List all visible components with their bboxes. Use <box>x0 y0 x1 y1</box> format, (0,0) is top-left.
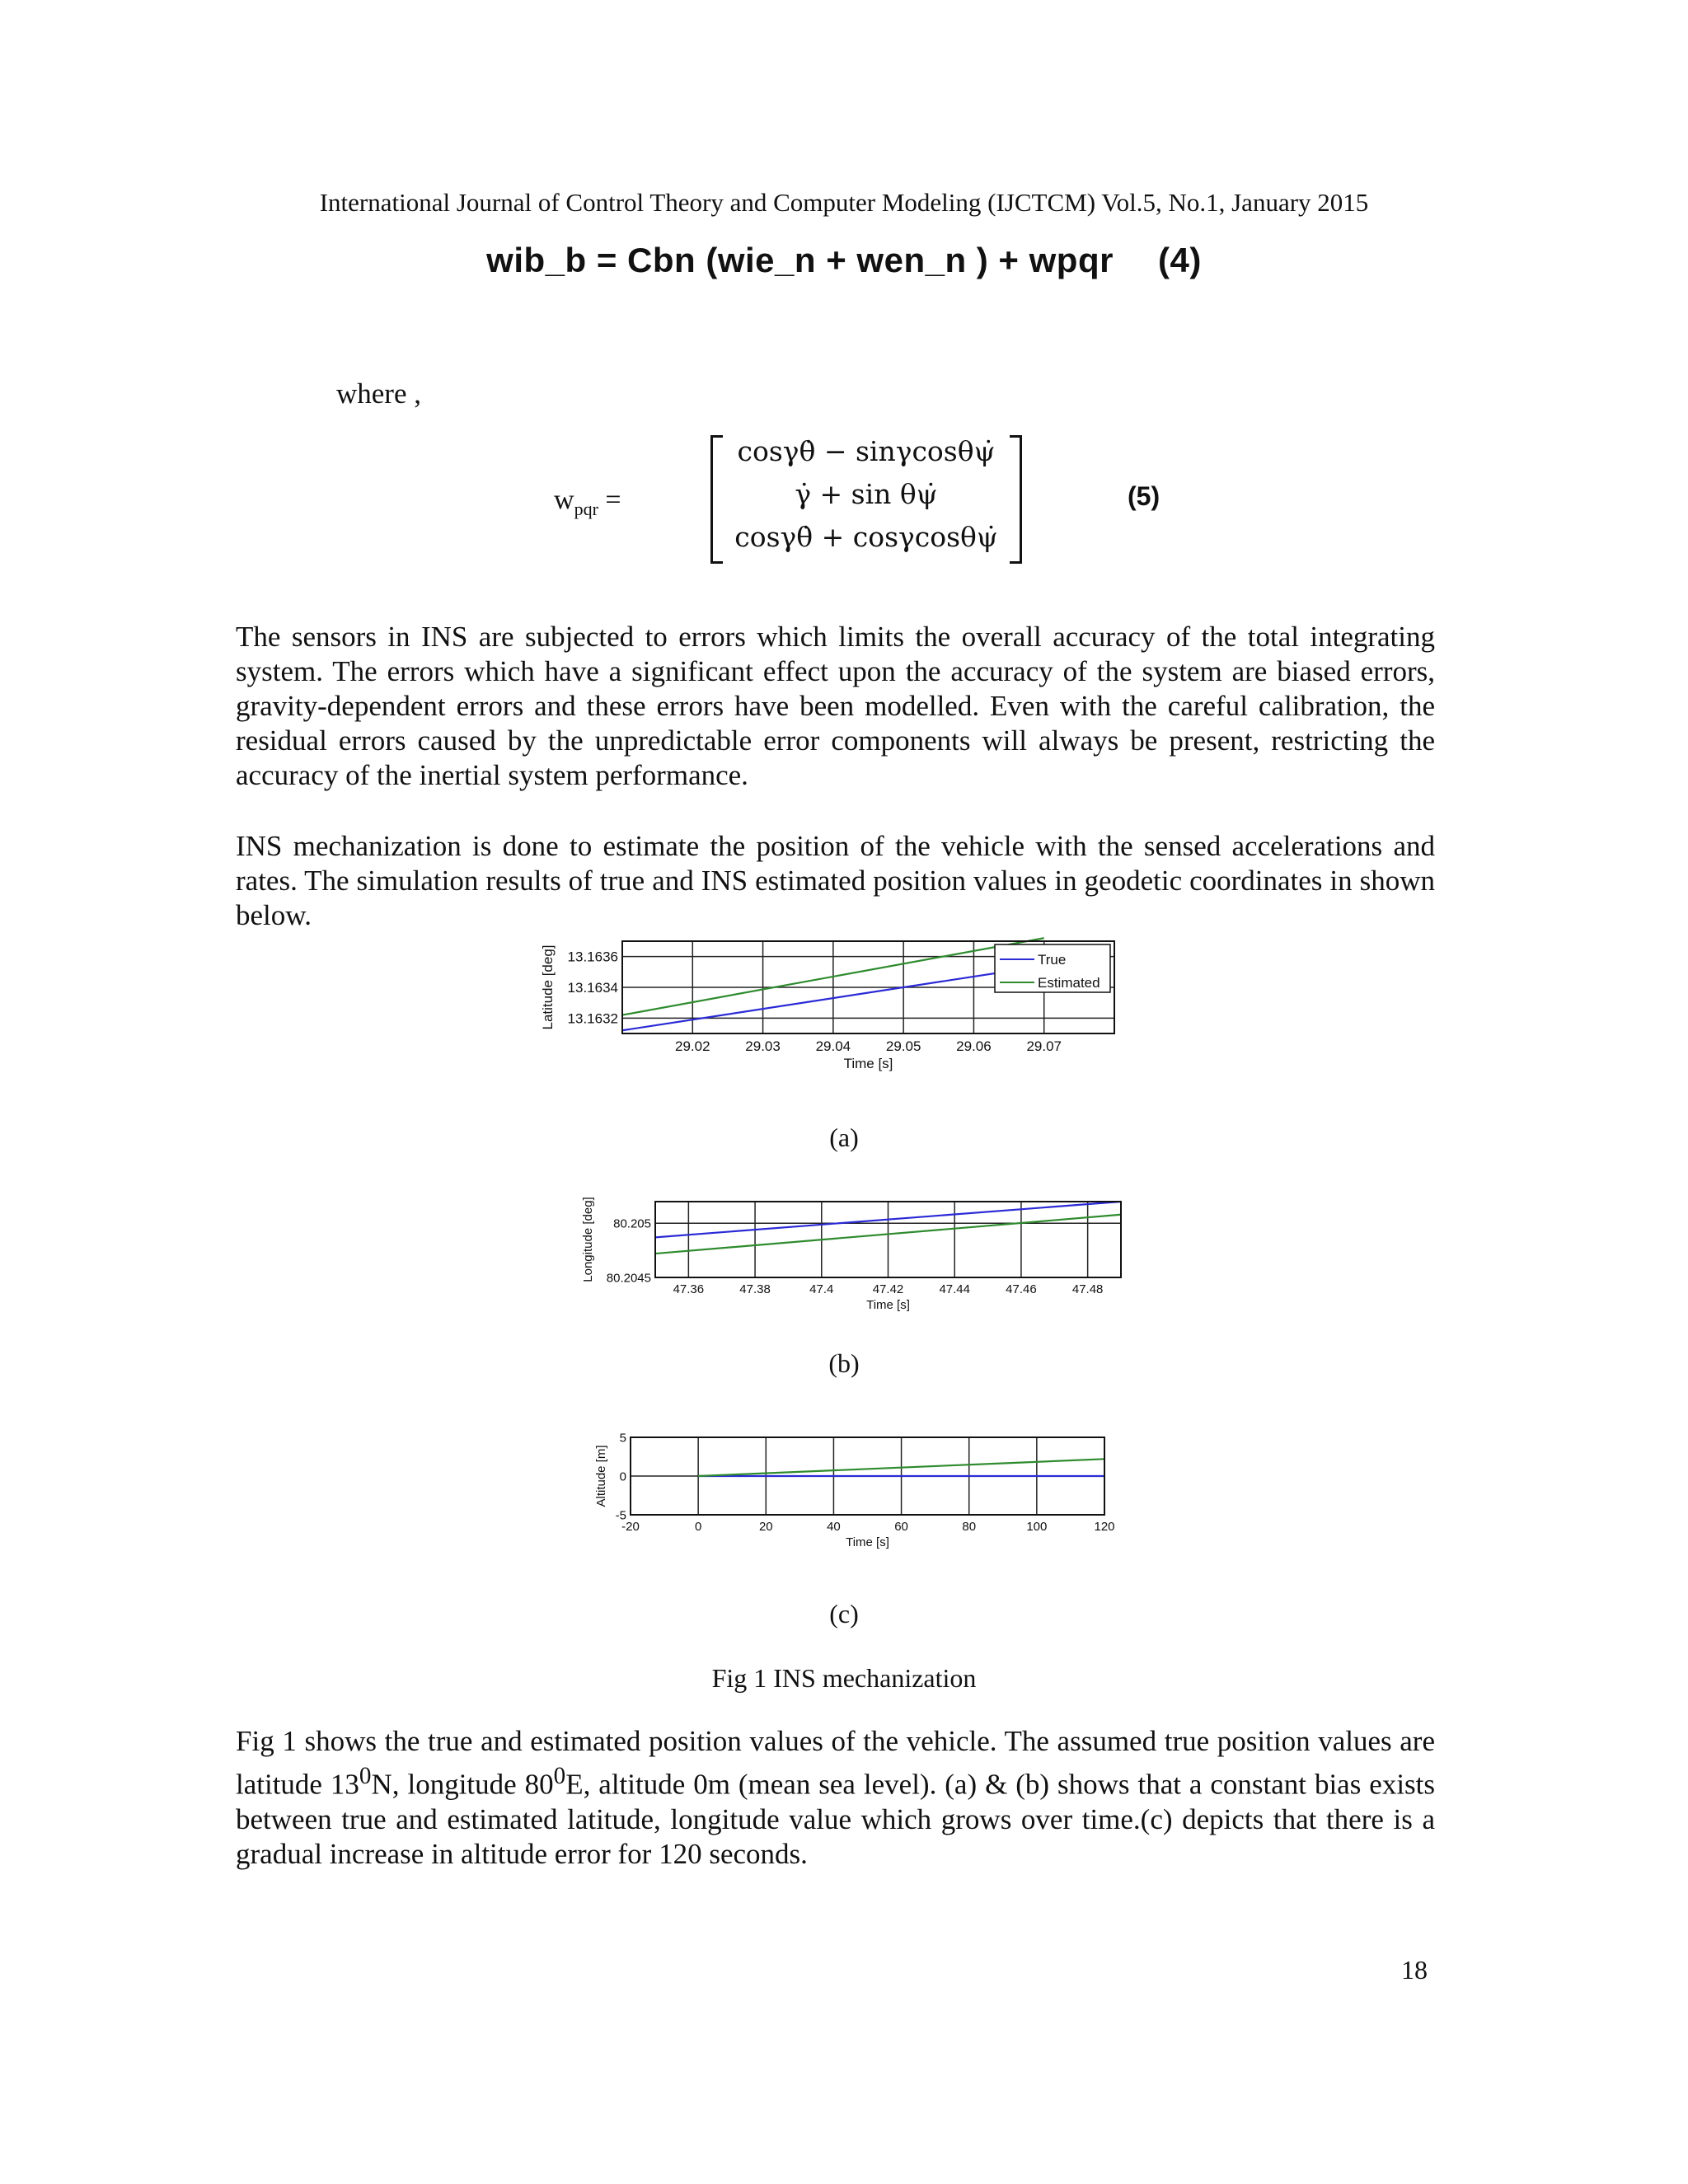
x-tick-label: 29.02 <box>675 1038 710 1054</box>
matrix-right-bracket <box>1010 435 1022 564</box>
paragraph-sensor-errors-text: The sensors in INS are subjected to errors which limits the overall accuracy of the total integrating system. The errors which have a significant effect upon the accuracy of the system are biased errors, gravity-dependent errors and these errors have been modelled. Even with the careful calibration, the residual errors caused by the unpredictable error components will always be present, restricting the accuracy of the inertial system performance. <box>236 621 1435 791</box>
paragraph-figure-discussion <box>236 1724 1435 1872</box>
figure-c-altitude-chart <box>577 1426 1137 1558</box>
degree-superscript-2: 0 <box>553 1763 566 1789</box>
x-tick-label: 47.4 <box>809 1282 834 1296</box>
equation-5-lhs-equals: = <box>598 485 621 515</box>
y-tick-label: 80.2045 <box>606 1271 651 1286</box>
x-axis-label: Time [s] <box>866 1298 910 1312</box>
x-axis-label: Time [s] <box>846 1535 889 1549</box>
equation-5-number: (5) <box>1128 481 1160 511</box>
x-tick-label: 47.36 <box>673 1282 705 1296</box>
y-tick-label: 0 <box>619 1469 626 1484</box>
discussion-part-3: E, altitude 0m (mean sea level). (a) & (b) shows that a constant bias exists between true and estimated latitude, longitude value which grows over time.(c) depicts that there is a gradual increase in altitude error for 120 seconds. <box>236 1768 1436 1870</box>
figure-caption: Fig 1 INS mechanization <box>711 1663 977 1693</box>
caption-b: (b) <box>828 1348 860 1378</box>
y-tick-label: 13.1634 <box>567 979 618 996</box>
y-tick-label: 80.205 <box>613 1216 651 1231</box>
paragraph-sensor-errors <box>236 620 1435 793</box>
page-number: 18 <box>1401 1955 1428 1985</box>
where-label: where , <box>336 377 422 410</box>
x-tick-label: 47.48 <box>1071 1282 1104 1296</box>
y-tick-label: 13.1632 <box>567 1010 618 1027</box>
caption-c: (c) <box>829 1599 859 1629</box>
x-tick-label: 40 <box>827 1520 841 1534</box>
x-tick-label: 47.42 <box>872 1282 904 1296</box>
discussion-part-2: N, longitude 80 <box>371 1768 554 1801</box>
equation-5-matrix <box>710 435 1022 560</box>
equation-5-lhs-subscript: pqr <box>574 498 598 519</box>
caption-a: (a) <box>829 1122 859 1152</box>
x-tick-label: 29.06 <box>956 1038 992 1054</box>
x-tick-label: 60 <box>894 1520 908 1534</box>
x-tick-label: 47.38 <box>739 1282 771 1296</box>
matrix-row-2: γ̇ + sin θψ̇ <box>795 478 938 510</box>
y-tick-label: 5 <box>619 1431 626 1446</box>
figure-a-latitude-chart <box>528 933 1121 1098</box>
discussion-part-1: Fig 1 shows the true and estimated position values of the vehicle. The assumed true position values are latitude 13 <box>236 1725 1435 1801</box>
x-axis-label: Time [s] <box>843 1056 893 1071</box>
x-tick-label: 29.05 <box>885 1038 921 1054</box>
paragraph-ins-mechanization <box>236 829 1435 933</box>
x-tick-label: 47.46 <box>1006 1282 1037 1296</box>
journal-header: International Journal of Control Theory and Computer Modeling (IJCTCM) Vol.5, No.1, January 2015 <box>319 188 1369 217</box>
x-tick-label: 47.44 <box>939 1282 970 1296</box>
legend-entry: Estimated <box>1038 975 1100 991</box>
x-tick-label: 80 <box>962 1520 977 1534</box>
equation-4 <box>0 241 1688 280</box>
x-tick-label: 29.07 <box>1026 1038 1062 1054</box>
x-tick-label: -20 <box>621 1520 640 1534</box>
y-axis-label: Altitude [m] <box>594 1445 608 1507</box>
x-tick-label: 0 <box>694 1520 702 1534</box>
x-tick-label: 29.03 <box>745 1038 781 1054</box>
y-axis-label: Latitude [deg] <box>540 944 556 1030</box>
x-tick-label: 20 <box>758 1520 773 1534</box>
legend-entry: True <box>1038 952 1067 968</box>
matrix-row-3: cosγθ̇ + cosγcosθψ̇ <box>734 521 998 553</box>
equation-4-body: wib_b = Cbn (wie_n + wen_n ) + wpqr <box>486 241 1114 279</box>
matrix-row-1: cosγθ̇ − sinγcosθψ̇ <box>737 435 996 467</box>
x-tick-label: 100 <box>1026 1520 1048 1534</box>
x-tick-label: 120 <box>1094 1520 1115 1534</box>
x-tick-label: 29.04 <box>815 1038 851 1054</box>
equation-4-number: (4) <box>1157 241 1202 279</box>
degree-superscript-1: 0 <box>359 1763 372 1789</box>
equation-5-lhs <box>554 485 621 520</box>
paragraph-figure-discussion-text <box>236 1724 1435 1872</box>
y-axis-label: Longitude [deg] <box>581 1197 595 1282</box>
figure-b-longitude-chart <box>569 1193 1137 1317</box>
equation-5-lhs-symbol: w <box>554 485 574 515</box>
y-tick-label: -5 <box>615 1508 626 1523</box>
y-tick-label: 13.1636 <box>567 949 618 965</box>
paragraph-ins-mechanization-text: INS mechanization is done to estimate the position of the vehicle with the sensed accelerations and rates. The simulation results of true and INS estimated position values in geodetic coordinates in shown below. <box>236 830 1435 931</box>
